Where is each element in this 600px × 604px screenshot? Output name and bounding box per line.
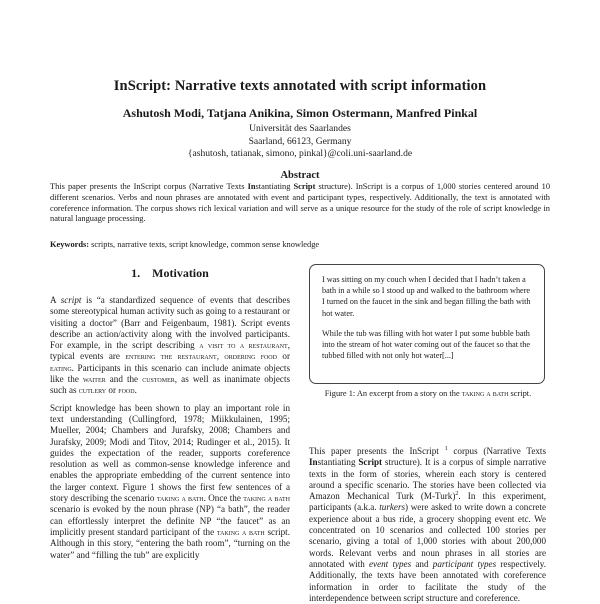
keywords-line xyxy=(50,240,550,251)
affiliation-emails: {ashutosh, tatianak, simono, pinkal}@coli.uni-saarland.de xyxy=(187,148,413,159)
author-list: Ashutosh Modi, Tatjana Anikina, Simon Ostermann, Manfred Pinkal xyxy=(122,106,478,120)
affiliation-university: Universität des Saarlandes xyxy=(249,123,351,134)
footnote-marker-1: 1 xyxy=(444,445,448,452)
figure-1-caption: Figure 1: An excerpt from a story on the taking a bath script. xyxy=(324,389,532,398)
story-paragraph-2: While the tub was filling with hot water I put some bubble bath into the stream of hot water coming out of the faucet so that the tubbed filled with not only hot water[...] xyxy=(322,328,531,361)
left-column xyxy=(50,295,290,561)
paragraph-corpus-intro: This paper presents the InScript $^1$ corpus (Narrative Texts Instantiating Script structure). It is a corpus of simple narrative texts in the form of stories, wherein each story is centered around a specific scenario. The stories have been collected via Amazon Mechanical Turk (M-Turk)$^2$. In this experiment, participants (a.k.a. turkers) were asked to write down a concrete experience about a bus ride, a grocery shopping event etc. We concentrated on 10 scenarios and collected 100 stories per scenario, giving a total of 1,000 stories with about 200,000 words. Relevant verbs and noun phrases in all stories are annotated with event types and participant types respectively. Additionally, the texts have been annotated with coreference information in order to facilitate the study of the interdependence between script structure and coreference. xyxy=(309,445,547,603)
paper-title: InScript: Narrative texts annotated with script information xyxy=(113,78,487,94)
keywords-list: scripts, narrative texts, script knowledge, common sense knowledge xyxy=(89,240,320,249)
abstract-text: This paper presents the InScript corpus (Narrative Texts Instantiating Script structure). InScript is a corpus of 1,000 stories centered around 10 different scenarios. Verbs and noun phrases are annotated with event and participant types, respectively. Additionally, the text is annotated with coreference information. The corpus shows rich lexical variation and will serve as a unique resource for the study of the role of script knowledge in natural language processing. xyxy=(50,182,551,224)
affiliation-address: Saarland, 66123, Germany xyxy=(248,136,352,147)
paragraph-script-knowledge: Script knowledge has been shown to play an important role in text understanding (Cullingford, 1978; Miikkulainen, 1995; Mueller, 2004; Chambers and Jurafsky, 2008; Chambers and Jurafsky, 2009; Modi and Titov, 2014; Rudinger et al., 2015). It guides the expectation of the reader, supports coreference resolution as well as common-sense knowledge inference and enables the appropriate embedding of the current sentence into the larger context. Figure 1 shows the first few sentences of a story describing the scenario taking a bath. Once the taking a bath scenario is evoked by the noun phrase (NP) “a bath”, the reader can effortlessly interpret the definite NP “the faucet” as an implicitly present standard participant of the taking a bath script. Although in this story, “entering the bath room”, “turning on the water” and “filling the tub” are explicitly xyxy=(50,402,290,560)
abstract-heading: Abstract xyxy=(280,170,320,181)
paragraph-script-definition: A script is “a standardized sequence of events that describes some stereotypical human activity such as going to a restaurant or visiting a doctor” (Barr and Feigenbaum, 1981). Script events describe an action/activity along with the involved participants. For example, in the script describing a visit to a restaurant, typical events are entering the restaurant, ordering food or eating. Participants in this scenario can include animate objects like the waiter and the customer, as well as inanimate objects such as cutlery or food. xyxy=(50,295,291,396)
figure-1-story-box xyxy=(309,264,545,384)
section-heading-motivation: 1. Motivation xyxy=(131,266,209,280)
footnote-marker-2: 2 xyxy=(455,491,459,498)
right-column xyxy=(309,446,546,604)
story-paragraph-1: I was sitting on my couch when I decided that I hadn’t taken a bath in a while so I stood up and walked to the bathroom where I turned on the faucet in the sink and began filling the bath with hot water. xyxy=(322,275,531,318)
keywords-label: Keywords: xyxy=(50,240,90,249)
